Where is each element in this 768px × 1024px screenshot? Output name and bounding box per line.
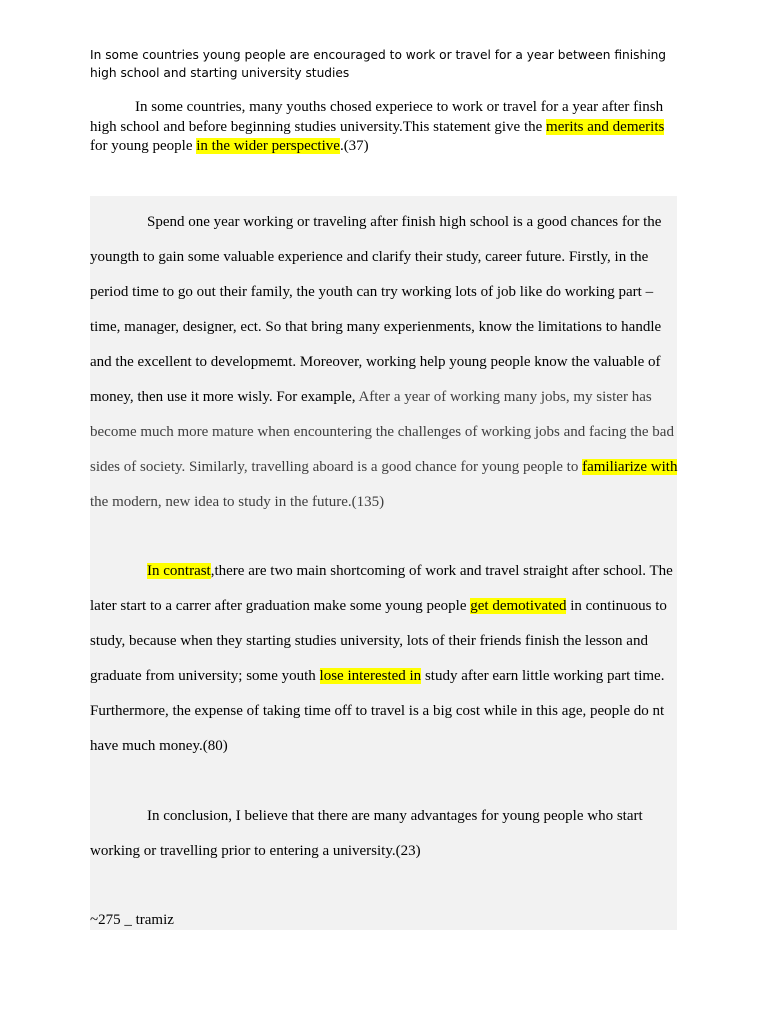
body2-text-2: in continuous to study, because when they starting studies university, lots of their friends finish the lesson and graduate from university; some youth: [90, 598, 667, 684]
essay-prompt: In some countries young people are encouraged to work or travel for a year between finishing high school and starting university studies: [90, 48, 667, 80]
body2-text-3: study after earn little working part time. Furthermore, the expense of taking time off to travel is a big cost while in this age, people do nt have much money.(80): [90, 668, 665, 754]
body-paragraph-disadvantages: [90, 554, 680, 764]
intro-paragraph: [90, 98, 680, 157]
intro-text-3: .(37): [339, 138, 369, 154]
conclusion-paragraph: [90, 799, 680, 869]
body2-text-1: ,there are two main shortcoming of work and travel straight after school. The later start to a carrer after graduation make some young people: [90, 563, 673, 614]
intro-text-2: for young people: [90, 138, 197, 154]
word-count-signature: ~275 _ tramiz: [90, 912, 174, 928]
intro-text-1: In some countries, many youths chosed experiece to work or travel for a year after finsh high school and before beginning studies university.This statement give the: [90, 99, 664, 135]
body1-example-text: After a year of working many jobs, my sister has become much more mature when encountering the challenges of working jobs and facing the bad sides of society. Similarly, travelling aboard is a good chance for young people to: [90, 389, 674, 475]
highlight-in-contrast: In contrast: [147, 563, 211, 579]
highlight-familiarize-with: familiarize with: [582, 459, 678, 475]
body-paragraph-advantages: [90, 205, 680, 520]
conclusion-text: In conclusion, I believe that there are many advantages for young people who start working or travelling prior to entering a university.(23): [90, 808, 643, 859]
body1-text-1: Spend one year working or traveling after finish high school is a good chances for the youngth to gain some valuable experience and clarify their study, career future. Firstly, in the period time to go out their family, the youth can try working lots of job like do working part – time, manager, designer, ect. So that bring many experienments, know the limitations to handle and the excellent to developmemt. Moreover, working help young people know the valuable of money, then use it more wisly. For example,: [90, 214, 662, 405]
body1-text-3: the modern, new idea to study in the future.(135): [90, 494, 385, 510]
highlight-lose-interested-in: lose interested in: [319, 668, 422, 684]
highlight-get-demotivated: get demotivated: [470, 598, 567, 614]
highlight-wider-perspective: in the wider perspective: [196, 138, 340, 154]
highlight-merits-demerits: merits and demerits: [546, 118, 665, 135]
